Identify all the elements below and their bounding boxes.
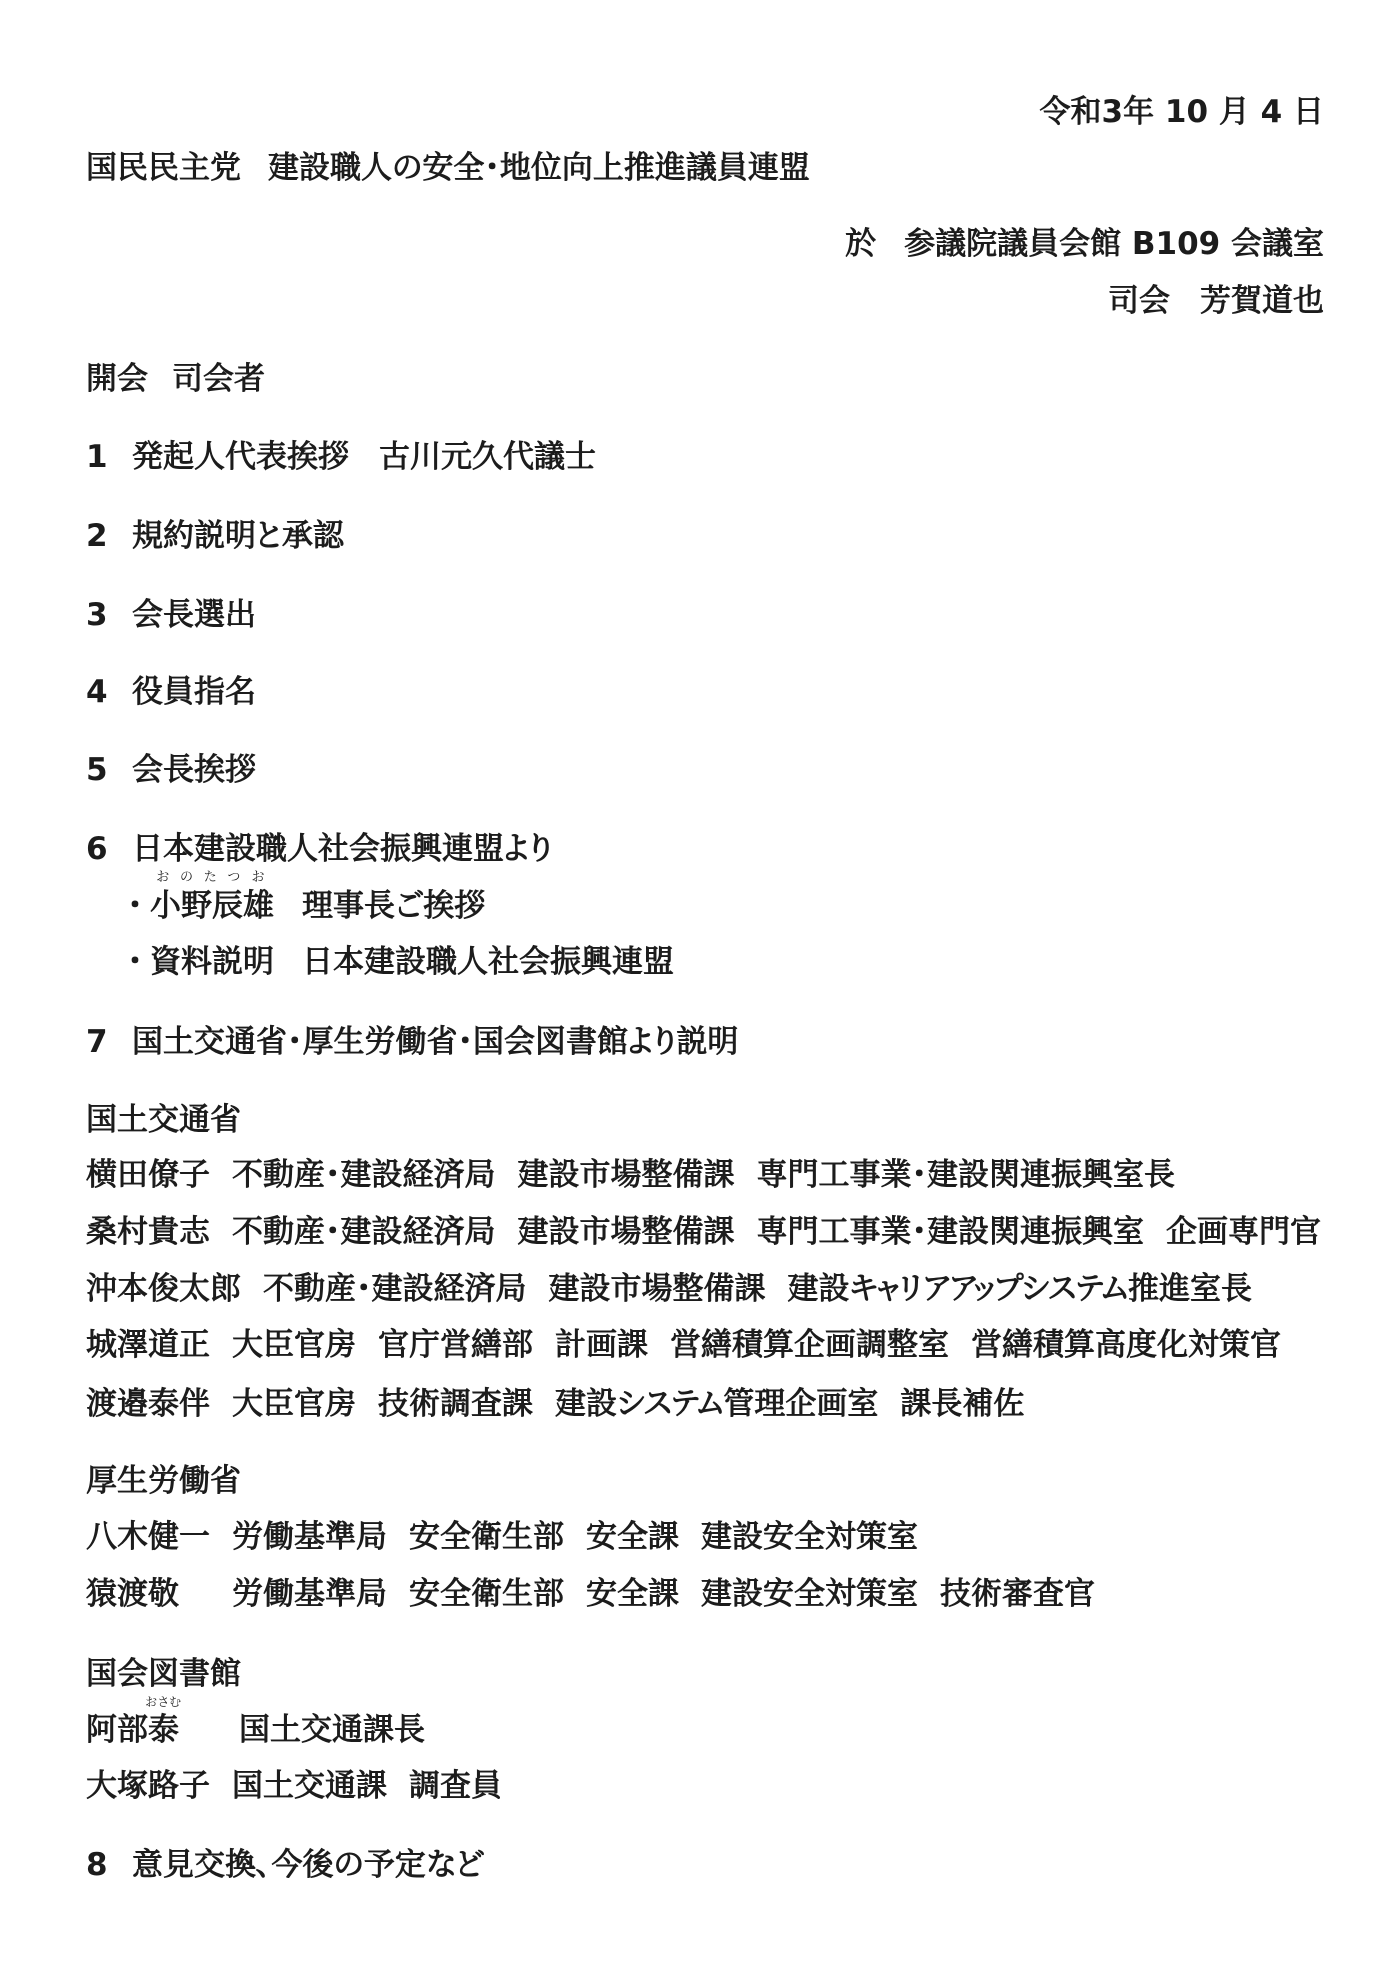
agenda-number: 5 <box>86 752 108 788</box>
member-row <box>86 1157 1175 1193</box>
member-name-prefix: 阿部 <box>86 1712 148 1748</box>
member-role: 労働基準局 <box>232 1519 387 1555</box>
member-row <box>86 1214 1321 1250</box>
member-row <box>86 1327 1281 1363</box>
speaker-name: 小野辰雄 <box>150 888 274 924</box>
date-text: 令和3年 10 月 4 日 <box>1039 94 1324 130</box>
ministry-heading: 国土交通省 <box>86 1102 241 1138</box>
agenda-item-8 <box>86 1847 483 1883</box>
member-role: 専門工事業・建設関連振興室 <box>756 1214 1144 1250</box>
agenda-number: 7 <box>86 1024 108 1060</box>
member-name: 大塚路子 <box>86 1768 210 1804</box>
member-row <box>86 1768 502 1804</box>
agenda-item-1 <box>86 439 596 475</box>
agenda-text: 規約説明と承認 <box>132 518 344 554</box>
party-name: 国民民主党 <box>86 150 241 186</box>
agenda-item-3 <box>86 597 256 633</box>
member-role: 労働基準局 <box>232 1576 387 1612</box>
member-name: 沖本俊太郎 <box>86 1271 241 1307</box>
member-role: 建設安全対策室 <box>701 1519 918 1555</box>
member-role: 官庁営繕部 <box>378 1327 533 1363</box>
member-role: 国土交通課長 <box>239 1712 425 1748</box>
member-role: 大臣官房 <box>232 1386 356 1422</box>
member-row <box>86 1271 1252 1307</box>
agenda-number: 6 <box>86 831 108 867</box>
member-role: 技術調査課 <box>378 1386 533 1422</box>
member-role: 安全課 <box>586 1576 679 1612</box>
agenda-number: 4 <box>86 674 108 710</box>
chair-label: 司会 <box>1108 283 1170 319</box>
member-role: 営繕積算高度化対策官 <box>971 1327 1281 1363</box>
agenda-text: 発起人代表挨拶 <box>132 439 349 475</box>
document-title <box>86 150 810 186</box>
chair-line <box>1108 283 1324 319</box>
member-role: 建設キャリアアップシステム推進室長 <box>787 1271 1252 1307</box>
member-role: 安全衛生部 <box>409 1576 564 1612</box>
agenda-item-4 <box>86 674 256 710</box>
league-name: 建設職人の安全・地位向上推進議員連盟 <box>268 150 810 186</box>
agenda-number: 1 <box>86 439 108 475</box>
venue-place: 参議院議員会館 B109 会議室 <box>904 226 1324 262</box>
venue-prefix: 於 <box>845 226 877 262</box>
agenda-number: 3 <box>86 597 108 633</box>
agenda-item-7 <box>86 1024 738 1060</box>
member-role: 建設システム管理企画室 <box>555 1386 879 1422</box>
member-role: 計画課 <box>555 1327 648 1363</box>
member-name-ruby-base: 泰 <box>148 1712 179 1748</box>
member-name: 横田僚子 <box>86 1157 210 1193</box>
bullet: ・ <box>127 888 143 924</box>
agenda-6-subitem-materials <box>120 944 674 980</box>
agenda-text: 意見交換、今後の予定など <box>132 1847 484 1883</box>
member-role: 建設市場整備課 <box>517 1157 735 1193</box>
member-role: 課長補佐 <box>900 1386 1025 1422</box>
member-row <box>86 1576 1095 1612</box>
member-role: 建設安全対策室 <box>701 1576 918 1612</box>
member-name-with-reading <box>144 1695 183 1748</box>
opening-line <box>86 361 265 397</box>
member-role: 不動産・建設経済局 <box>232 1214 496 1250</box>
ministry-heading-mlit <box>86 1102 241 1138</box>
ministry-heading-ndl <box>86 1656 241 1692</box>
bullet: ・ <box>127 944 143 980</box>
agenda-item-2 <box>86 518 344 554</box>
member-role: 建設市場整備課 <box>517 1214 735 1250</box>
agenda-item-5 <box>86 752 256 788</box>
speaker-name-with-reading <box>150 870 276 924</box>
member-role: 不動産・建設経済局 <box>232 1157 496 1193</box>
member-role: 国土交通課 <box>232 1768 387 1804</box>
ministry-heading: 厚生労働省 <box>86 1463 241 1499</box>
ministry-heading: 国会図書館 <box>86 1656 241 1692</box>
ministry-heading-mhlw <box>86 1463 241 1499</box>
member-name-reading: おさむ <box>144 1695 183 1709</box>
member-row <box>86 1386 1024 1422</box>
agenda-6-subitem-greeting <box>120 870 486 924</box>
member-name: 八木健一 <box>86 1519 210 1555</box>
speaker-name-reading: おのたつお <box>156 870 276 885</box>
member-name: 渡邉泰伴 <box>86 1386 210 1422</box>
member-role: 営繕積算企画調整室 <box>670 1327 949 1363</box>
opening-label: 開会 <box>86 361 148 397</box>
member-role: 安全衛生部 <box>409 1519 564 1555</box>
agenda-text: 日本建設職人社会振興連盟より <box>132 831 553 867</box>
member-row <box>86 1519 918 1555</box>
member-role: 専門工事業・建設関連振興室長 <box>756 1157 1175 1193</box>
member-role: 技術審査官 <box>940 1576 1095 1612</box>
agenda-text: 会長選出 <box>132 597 256 633</box>
member-role: 不動産・建設経済局 <box>263 1271 527 1307</box>
member-role: 安全課 <box>586 1519 679 1555</box>
agenda-text: 会長挨拶 <box>132 752 256 788</box>
agenda-number: 8 <box>86 1847 108 1883</box>
member-name: 桑村貴志 <box>86 1214 210 1250</box>
subitem-text: 日本建設職人社会振興連盟 <box>302 944 674 980</box>
agenda-text: 役員指名 <box>132 674 256 710</box>
member-name: 城澤道正 <box>86 1327 210 1363</box>
agenda-number: 2 <box>86 518 108 554</box>
member-role: 建設市場整備課 <box>548 1271 766 1307</box>
agenda-item-6 <box>86 831 552 867</box>
member-role: 調査員 <box>409 1768 502 1804</box>
member-name: 猿渡敬 <box>86 1576 179 1612</box>
document-date <box>1040 94 1324 130</box>
chair-name: 芳賀道也 <box>1200 283 1324 319</box>
member-role: 企画専門官 <box>1166 1214 1321 1250</box>
agenda-speaker: 古川元久代議士 <box>379 439 596 475</box>
subitem-text: 理事長ご挨拶 <box>302 888 486 924</box>
agenda-text: 国土交通省・厚生労働省・国会図書館より説明 <box>132 1024 739 1060</box>
venue-line <box>845 226 1324 262</box>
subitem-label: 資料説明 <box>150 944 274 980</box>
member-row <box>86 1695 425 1748</box>
member-role: 大臣官房 <box>232 1327 356 1363</box>
opening-by: 司会者 <box>172 361 265 397</box>
